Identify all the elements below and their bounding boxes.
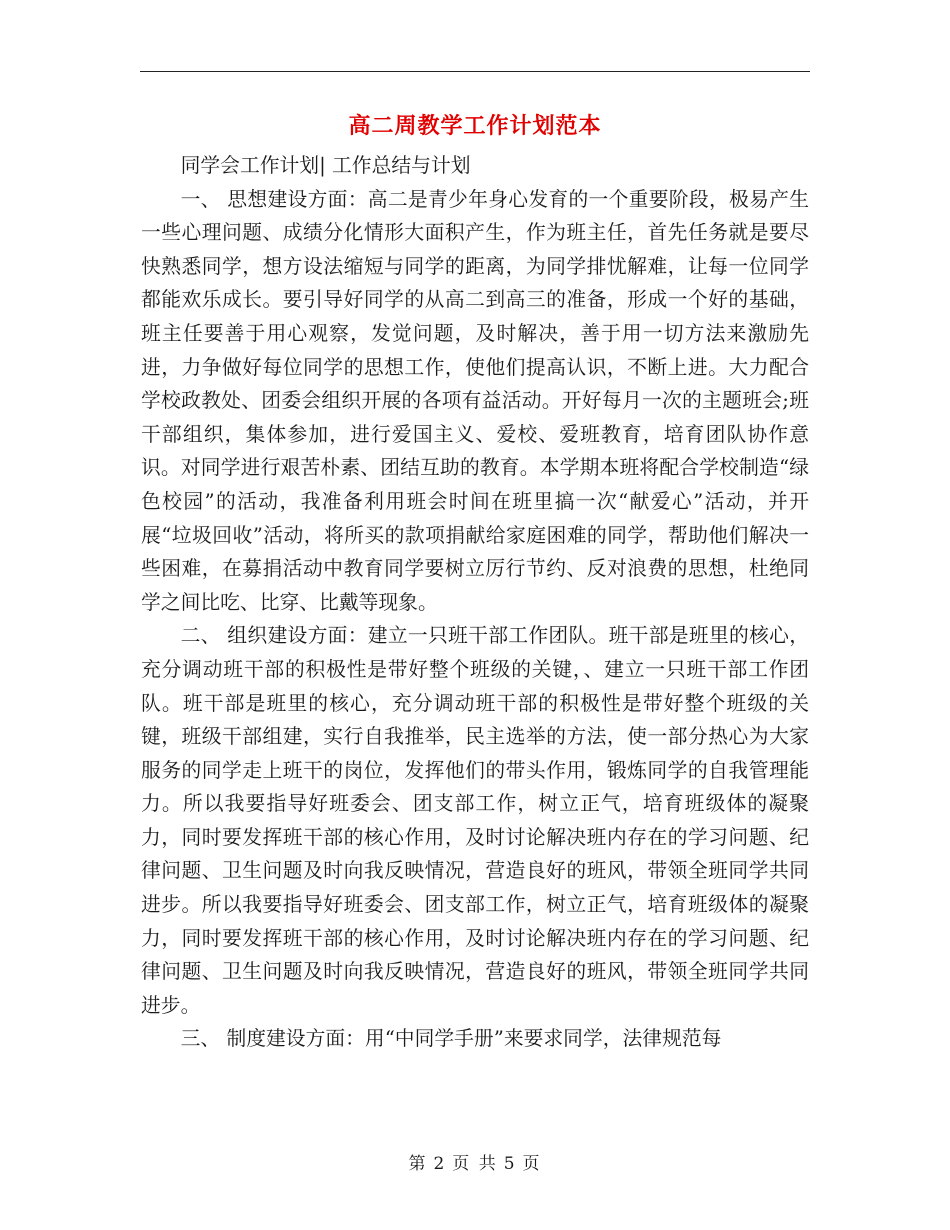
- footer-suffix: 页: [522, 1154, 542, 1174]
- section-2-organization: 二、 组织建设方面：建立一只班干部工作团队。班干部是班里的核心，充分调动班干部的积极性是带好整个班级的关键，、建立一只班干部工作团队。班干部是班里的核心，充分调动班干部的积极性是带好整个班级的关键，班级干部组建，实行自我推举，民主选举的方法，使一部分热心为大家服务的同学走上班干的岗位，发挥他们的带头作用，锻炼同学的自我管理能力。所以我要指导好班委会、团支部工作，树立正气，培育班级体的凝聚力，同时要发挥班干部的核心作用，及时讨论解决班内存在的学习问题、纪律问题、卫生问题及时向我反映情况，营造良好的班风，带领全班同学共同进步。所以我要指导好班委会、团支部工作，树立正气，培育班级体的凝聚力，同时要发挥班干部的核心作用，及时讨论解决班内存在的学习问题、纪律问题、卫生问题及时向我反映情况，营造良好的班风，带领全班同学共同进步。: [141, 624, 809, 1017]
- total-page-count: 5: [503, 1154, 517, 1174]
- header-rule: [140, 71, 810, 72]
- footer-middle: 页 共: [452, 1154, 498, 1174]
- document-title: 高二周教学工作计划范本: [348, 113, 602, 139]
- document-body: [141, 149, 809, 1056]
- section-3-system: 三、 制度建设方面：用“中同学手册”来要求同学，法律规范每: [180, 1027, 722, 1051]
- footer-prefix: 第: [408, 1154, 428, 1174]
- intro-line: 同学会工作计划| 工作总结与计划: [180, 154, 471, 177]
- page-footer: [0, 1152, 950, 1176]
- section-1-ideology: 一、 思想建设方面：高二是青少年身心发育的一个重要阶段，极易产生一些心理问题、成绩分化情形大面积产生，作为班主任，首先任务就是要尽快熟悉同学，想方设法缩短与同学的距离，为同学排忧解难，让每一位同学都能欢乐成长。要引导好同学的从高二到高三的准备，形成一个好的基础，班主任要善于用心观察，发觉问题，及时解决，善于用一切方法来激励先进，力争做好每位同学的思想工作，使他们提高认识，不断上进。大力配合学校政教处、团委会组织开展的各项有益活动。开好每月一次的主题班会;班干部组织，集体参加，进行爱国主义、爱校、爱班教育，培育团队协作意识。对同学进行艰苦朴素、团结互助的教育。本学期本班将配合学校制造“绿色校园”的活动，我准备利用班会时间在班里搞一次“献爱心”活动，并开展“垃圾回收”活动，将所买的款项捐献给家庭困难的同学，帮助他们解决一些困难，在募捐活动中教育同学要树立厉行节约、反对浪费的思想，杜绝同学之间比吃、比穿、比戴等现象。: [141, 187, 809, 614]
- current-page-number: 2: [433, 1154, 447, 1174]
